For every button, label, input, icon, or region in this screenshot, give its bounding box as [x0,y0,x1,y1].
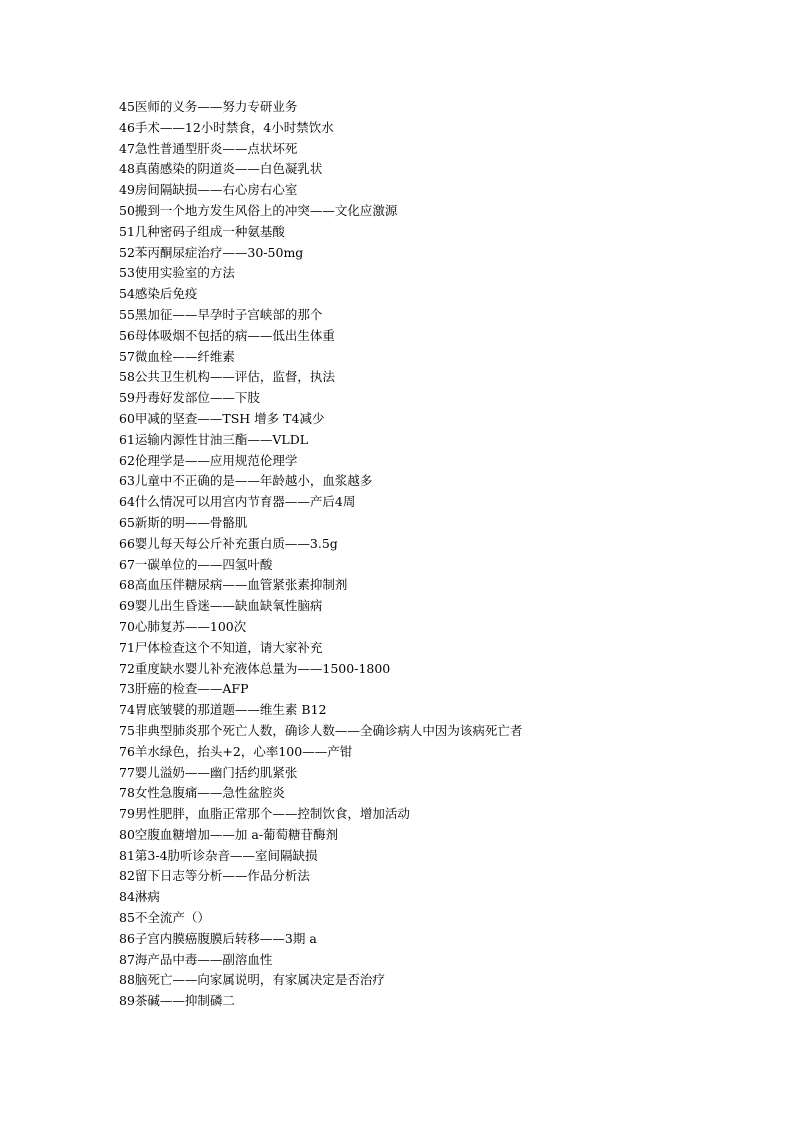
list-item: 85不全流产（） [119,910,210,926]
list-item: 56母体吸烟不包括的病——低出生体重 [119,327,335,343]
list-item: 68高血压伴糖尿病——血管紧张素抑制剂 [119,577,348,593]
list-item: 73肝癌的检查——AFP [119,681,249,697]
list-item: 79男性肥胖，血脂正常那个——控制饮食，增加活动 [119,806,410,822]
list-item: 58公共卫生机构——评估，监督，执法 [119,369,335,385]
list-item: 67一碳单位的——四氢叶酸 [119,556,273,572]
list-item: 80空腹血糖增加——加 a-葡萄糖苷酶剂 [119,826,339,842]
list-item: 57微血栓——纤维素 [119,348,235,364]
list-item: 81第3-4肋听诊杂音——室间隔缺损 [119,847,318,863]
list-item: 53使用实验室的方法 [119,265,235,281]
list-item: 78女性急腹痛——急性盆腔炎 [119,785,285,801]
list-item: 45医师的义务——努力专研业务 [119,99,298,114]
list-item: 49房间隔缺损——右心房右心室 [119,182,298,198]
list-item: 47急性普通型肝炎——点状坏死 [119,140,298,156]
list-item: 84淋病 [119,889,160,905]
list-item: 76羊水绿色，抬头+2，心率100——产钳 [119,743,353,759]
list-item: 88脑死亡——向家属说明，有家属决定是否治疗 [119,972,385,988]
list-item: 89茶碱——抑制磷二 [119,993,235,1009]
list-item: 54感染后免疫 [119,286,198,302]
list-item: 50搬到一个地方发生风俗上的冲突——文化应激源 [119,202,398,218]
list-item: 51几种密码子组成一种氨基酸 [119,223,285,239]
list-item: 63儿童中不正确的是——年龄越小，血浆越多 [119,473,373,489]
list-item: 55黑加征——早孕时子宫峡部的那个 [119,306,323,322]
list-item: 64什么情况可以用宫内节育器——产后4周 [119,494,356,510]
list-item: 71尸体检查这个不知道，请大家补充 [119,639,323,655]
list-item: 82留下日志等分析——作品分析法 [119,868,310,884]
list-item: 72重度缺水婴儿补充液体总量为——1500-1800 [119,660,391,676]
list-item: 60甲减的坚查——TSH 增多 T4减少 [119,410,325,426]
list-item: 59丹毒好发部位——下肢 [119,390,260,406]
list-item: 74胃底皱襞的那道题——维生素 B12 [119,702,327,718]
list-item: 70心肺复苏——100次 [119,618,247,634]
list-item: 46手术——12小时禁食，4小时禁饮水 [119,119,334,135]
list-item: 61运输内源性甘油三酯——VLDL [119,431,309,447]
list-item: 87海产品中毒——副溶血性 [119,951,273,967]
list-item: 86子宫内膜癌腹膜后转移——3期 a [119,930,317,946]
list-item: 77婴儿溢奶——幽门括约肌紧张 [119,764,298,780]
list-item: 52苯丙酮尿症治疗——30-50mg [119,244,304,260]
list-item: 69婴儿出生昏迷——缺血缺氧性脑病 [119,598,323,614]
list-item: 66婴儿每天每公斤补充蛋白质——3.5g [119,535,338,551]
list-item: 75非典型肺炎那个死亡人数，确诊人数——全确诊病人中因为该病死亡者 [119,722,523,738]
list-item: 65新斯的明——骨骼肌 [119,514,248,530]
list-item: 62伦理学是——应用规范伦理学 [119,452,298,468]
list-item: 48真菌感染的阴道炎——白色凝乳状 [119,161,323,177]
qa-list [119,97,759,1012]
